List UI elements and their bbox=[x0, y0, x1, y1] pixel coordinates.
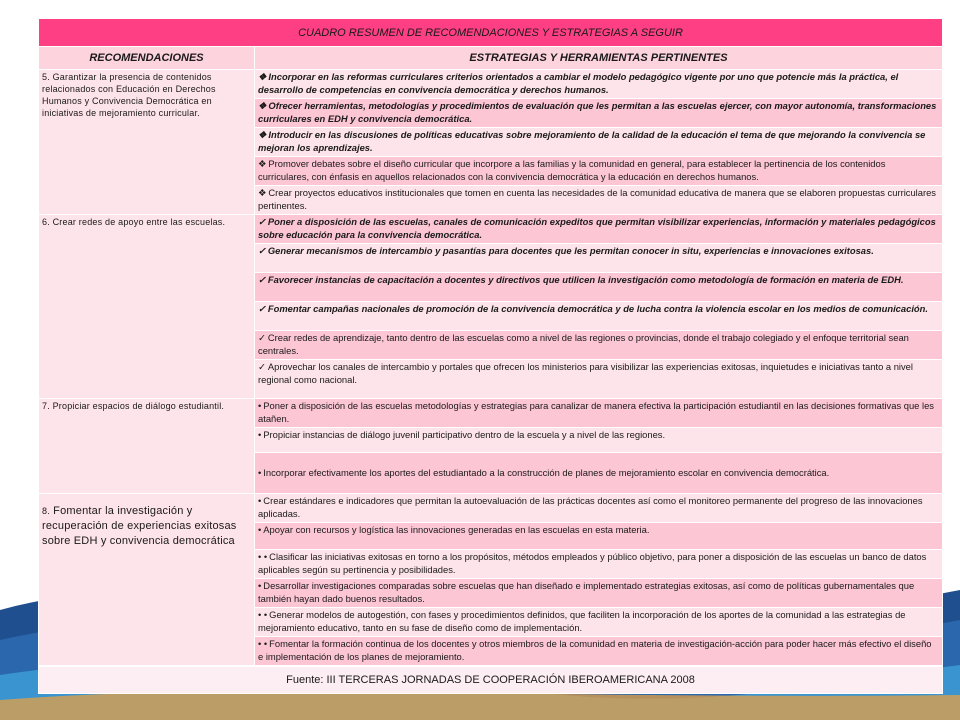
summary-table-container bbox=[38, 18, 942, 690]
strategy-row: ❖ Crear proyectos educativos institucionales que tomen en cuenta las necesidades de la comunidad educativa de manera que se elaboren propuestas curriculares pertinentes. bbox=[255, 186, 943, 215]
diamond-bullet-icon: ❖ bbox=[258, 129, 267, 140]
diamond-bullet-icon: ❖ bbox=[258, 158, 267, 169]
strategy-row: ✓ Crear redes de aprendizaje, tanto dentro de las escuelas como a nivel de las regiones o provincias, donde el trabajo colegiado y el enfoque territorial sean centrales. bbox=[255, 331, 943, 360]
strategy-row: ❖ Ofrecer herramientas, metodologías y procedimientos de evaluación que les permitan a las escuelas ejercer, con mayor autonomía, transformaciones curriculares en EDH y convivencia democrática. bbox=[255, 99, 943, 128]
bullet-icon: • bbox=[258, 429, 262, 440]
recommendation-7: 7. Propiciar espacios de diálogo estudiantil. bbox=[39, 399, 255, 494]
recommendation-5: 5. Garantizar la presencia de contenidos relacionados con Educación en Derechos Humanos y Convivencia Democrática en iniciativas de mejoramiento curricular. bbox=[39, 70, 255, 215]
strategy-row: • • Generar modelos de autogestión, con fases y procedimientos definidos, que faciliten la incorporación de los aportes de la comunidad a las estrategias de mejoramiento educativo, tanto en su fase de diseño como de implementación. bbox=[255, 608, 943, 637]
strategy-row: • Incorporar efectivamente los aportes del estudiantado a la construcción de planes de mejoramiento escolar en convivencia democrática. bbox=[255, 453, 943, 494]
source-footer: Fuente: III TERCERAS JORNADAS DE COOPERACIÓN IBEROAMERICANA 2008 bbox=[39, 666, 943, 694]
diamond-bullet-icon: ❖ bbox=[258, 100, 267, 111]
strategy-row: ✓ Favorecer instancias de capacitación a docentes y directivos que utilicen la investigación como metodología de formación en materia de EDH. bbox=[255, 273, 943, 302]
check-bullet-icon: ✓ bbox=[258, 303, 266, 314]
bullet-icon: • bbox=[258, 400, 262, 411]
recommendation-6: 6. Crear redes de apoyo entre las escuelas. bbox=[39, 215, 255, 399]
strategy-row: ✓ Poner a disposición de las escuelas, canales de comunicación expeditos que permitan visibilizar experiencias, información y materiales pedagógicos sobre educación para la convivencia democrática. bbox=[255, 215, 943, 244]
strategy-row: • Desarrollar investigaciones comparadas sobre escuelas que han diseñado e implementado estrategias exitosas, así como de políticas gubernamentales que también hayan dado buenos resultados. bbox=[255, 579, 943, 608]
bullet-icon: • bbox=[258, 524, 262, 535]
strategy-row: • • Clasificar las iniciativas exitosas en torno a los propósitos, métodos empleados y público objetivo, para poner a disposición de las escuelas un banco de datos aplicables según su pertinencia y posibilidades. bbox=[255, 550, 943, 579]
bullet-icon: • bbox=[258, 580, 262, 591]
strategy-row: ❖ Promover debates sobre el diseño curricular que incorpore a las familias y la comunidad en general, para establecer la pertinencia de los contenidos curriculares, con énfasis en aquellos relacionados con la convivencia democrática y la educación en derechos humanos. bbox=[255, 157, 943, 186]
check-bullet-icon: ✓ bbox=[258, 245, 266, 256]
double-bullet-icon: • • bbox=[258, 609, 268, 620]
strategy-row: • Propiciar instancias de diálogo juvenil participativo dentro de la escuela y a nivel de las regiones. bbox=[255, 428, 943, 453]
check-bullet-icon: ✓ bbox=[258, 216, 266, 227]
check-bullet-icon: ✓ bbox=[258, 361, 266, 372]
column-header-estrategias: ESTRATEGIAS Y HERRAMIENTAS PERTINENTES bbox=[255, 47, 943, 70]
bullet-icon: • bbox=[258, 466, 262, 478]
strategy-row: • Poner a disposición de las escuelas metodologías y estrategias para canalizar de manera efectiva la participación estudiantil en las decisiones formativas que les atañen. bbox=[255, 399, 943, 428]
bullet-icon: • bbox=[258, 495, 262, 506]
strategy-row: ✓ Aprovechar los canales de intercambio y portales que ofrecen los ministerios para visibilizar las experiencias exitosas, inquietudes e iniciativas tanto a nivel regional como nacional. bbox=[255, 360, 943, 399]
strategy-row: • Apoyar con recursos y logística las innovaciones generadas en las escuelas en esta materia. bbox=[255, 523, 943, 550]
strategy-row: • Crear estándares e indicadores que permitan la autoevaluación de las prácticas docentes así como el monitoreo permanente del progreso de las innovaciones aplicadas. bbox=[255, 494, 943, 523]
strategy-row: • • Fomentar la formación continua de los docentes y otros miembros de la comunidad en materia de investigación-acción para poder hacer más efectivo el diseño e implementación de los planes de mejoramiento. bbox=[255, 637, 943, 667]
strategy-row: ✓ Generar mecanismos de intercambio y pasantías para docentes que les permitan conocer in situ, experiencias e innovaciones exitosas. bbox=[255, 244, 943, 273]
double-bullet-icon: • • bbox=[258, 551, 268, 562]
strategy-row: ❖ Introducir en las discusiones de políticas educativas sobre mejoramiento de la calidad de la educación el tema de que mejorando la convivencia se mejoran los aprendizajes. bbox=[255, 128, 943, 157]
strategy-row: ✓ Fomentar campañas nacionales de promoción de la convivencia democrática y de lucha contra la violencia escolar en los medios de comunicación. bbox=[255, 302, 943, 331]
table-title: CUADRO RESUMEN DE RECOMENDACIONES Y ESTRATEGIAS A SEGUIR bbox=[39, 19, 943, 47]
check-bullet-icon: ✓ bbox=[258, 332, 266, 343]
strategy-row: ❖ Incorporar en las reformas curriculares criterios orientados a cambiar el modelo pedagógico vigente por uno que potencie más la práctica, el desarrollo de competencias en convivencia democrática y derechos humanos. bbox=[255, 70, 943, 99]
recommendation-8: 8. Fomentar la investigación y recuperación de experiencias exitosas sobre EDH y convivencia democrática bbox=[39, 494, 255, 667]
diamond-bullet-icon: ❖ bbox=[258, 71, 267, 82]
column-header-recomendaciones: RECOMENDACIONES bbox=[39, 47, 255, 70]
check-bullet-icon: ✓ bbox=[258, 274, 266, 285]
double-bullet-icon: • • bbox=[258, 638, 268, 649]
summary-table bbox=[38, 18, 943, 694]
diamond-bullet-icon: ❖ bbox=[258, 187, 267, 198]
